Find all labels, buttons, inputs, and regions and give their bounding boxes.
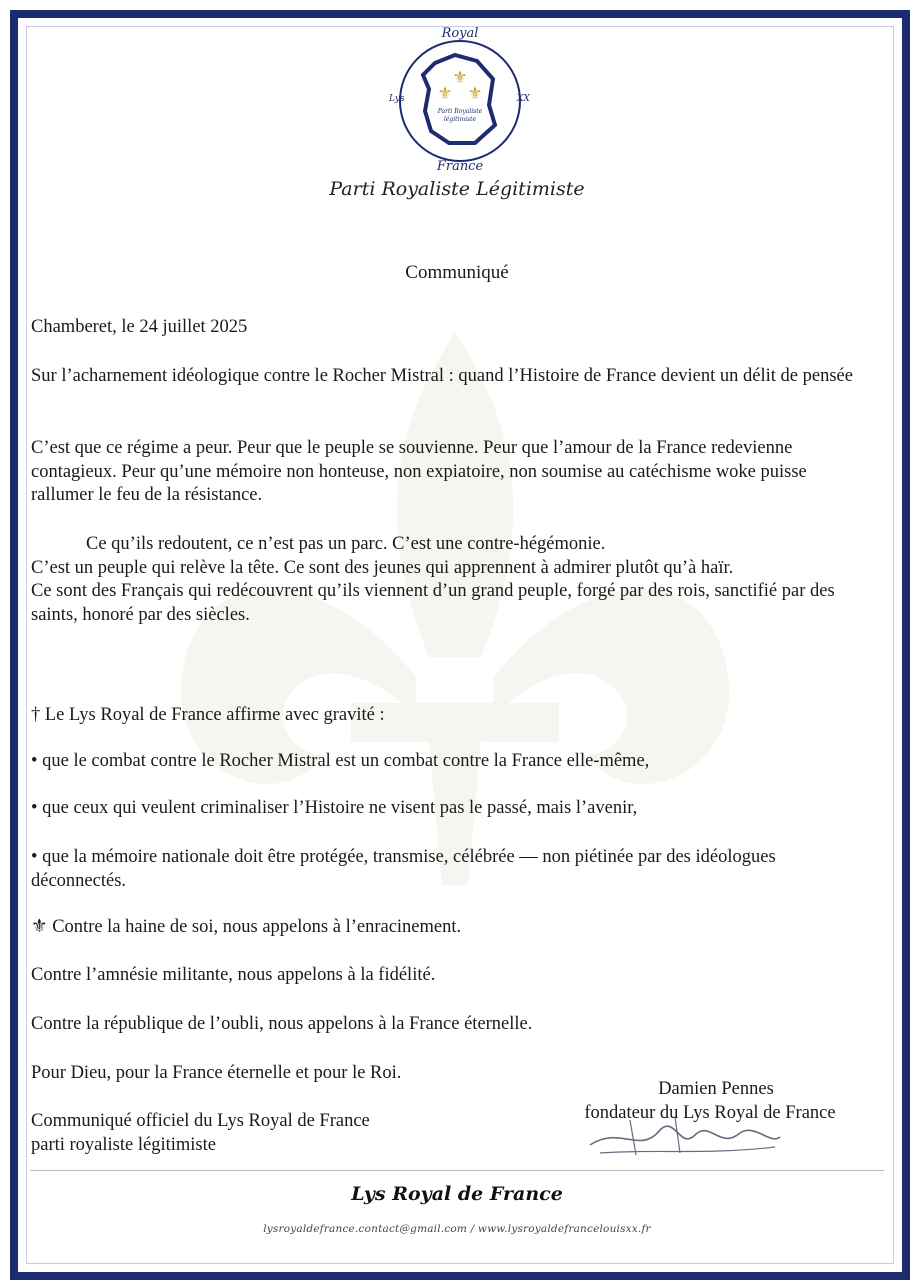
- official-line-2: parti royaliste légitimiste: [31, 1134, 216, 1155]
- official-line-1: Communiqué officiel du Lys Royal de France: [31, 1111, 370, 1131]
- signatory-name: Damien Pennes: [658, 1079, 774, 1099]
- date-line: Chamberet, le 24 juillet 2025: [31, 317, 248, 337]
- call-line: Contre l’amnésie militante, nous appelons à la fidélité.: [31, 965, 436, 985]
- call-line: Contre la république de l’oubli, nous appelons à la France éternelle.: [31, 1014, 533, 1034]
- bullet-item: • que ceux qui veulent criminaliser l’Histoire ne visent pas le passé, mais l’avenir,: [31, 798, 638, 818]
- paragraph-2-line-1: Ce qu’ils redoutent, ce n’est pas un parc. C’est une contre-hégémonie.: [86, 534, 606, 554]
- logo-bottom-text: France: [436, 159, 484, 173]
- affirmation-line: † Le Lys Royal de France affirme avec gravité :: [31, 705, 385, 725]
- logo-center-line2: légitimiste: [443, 116, 477, 123]
- footer-divider: [30, 1170, 884, 1171]
- logo-center-line1: Parti Royaliste: [437, 108, 483, 115]
- closing-line: Pour Dieu, pour la France éternelle et pour le Roi.: [31, 1063, 402, 1083]
- paragraph-1: C’est que ce régime a peur. Peur que le peuple se souvienne. Peur que l’amour de la France redevienne contagieux. Peur qu’une mémoire non honteuse, non expiatoire, non soumise au catéchisme woke puisse rallumer le feu de la résistance.: [31, 438, 807, 505]
- paragraph-2-line-2: C’est un peuple qui relève la tête. Ce sont des jeunes qui apprennent à admirer plutôt qu’à haïr.: [31, 557, 734, 578]
- signatory-title: fondateur du Lys Royal de France: [584, 1102, 836, 1123]
- paragraph-2-line-3: Ce sont des Français qui redécouvrent qu’ils viennent d’un grand peuple, forgé par des rois, sanctifié par des saints, honoré par des siècles.: [31, 581, 835, 625]
- svg-text:⚜: ⚜: [452, 68, 468, 87]
- footer-brand: Lys Royal de France: [351, 1183, 563, 1205]
- call-line: ⚜ Contre la haine de soi, nous appelons à l’enracinement.: [31, 917, 462, 937]
- svg-text:⚜: ⚜: [437, 84, 453, 103]
- official-statement: [31, 1110, 511, 1157]
- svg-text:⚜: ⚜: [467, 84, 483, 103]
- logo-right-text: XX: [517, 94, 530, 104]
- document-title: Communiqué: [405, 262, 509, 283]
- bullet-item: • que la mémoire nationale doit être protégée, transmise, célébrée — non piétinée par des idéologues déconnectés.: [31, 847, 776, 891]
- signatory-block: [560, 1078, 860, 1125]
- logo-left-text: Lys: [389, 94, 405, 104]
- bullet-item: • que le combat contre le Rocher Mistral est un combat contre la France elle-même,: [31, 751, 650, 771]
- party-logo: [385, 25, 535, 173]
- paragraph-2: [31, 533, 871, 627]
- logo-top-text: Royal: [441, 26, 479, 41]
- subject-line: Sur l’acharnement idéologique contre le Rocher Mistral : quand l’Histoire de France devient un délit de pensée: [31, 366, 853, 386]
- footer-contact: lysroyaldefrance.contact@gmail.com / www.lysroyaldefrancelouisxx.fr: [263, 1223, 651, 1235]
- party-name: Parti Royaliste Légitimiste: [329, 178, 585, 200]
